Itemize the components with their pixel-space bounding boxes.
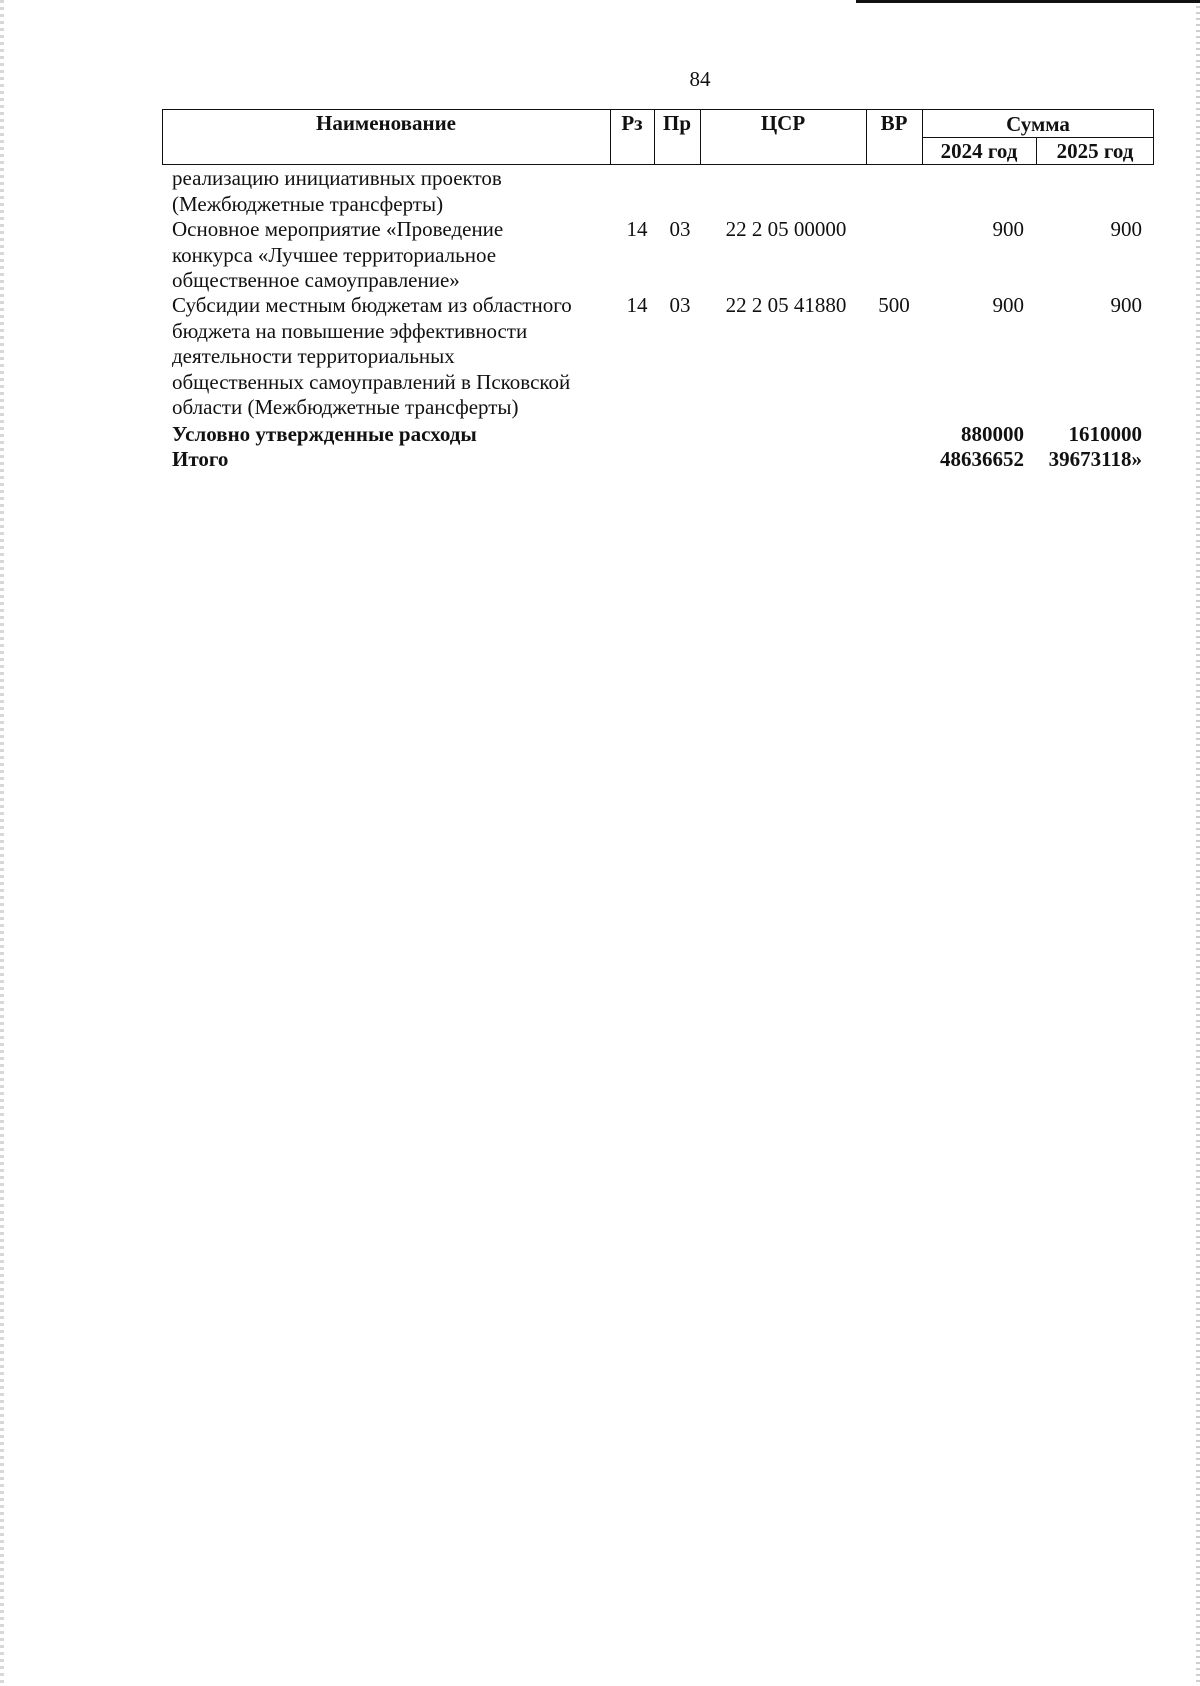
conditional-sum-2025: 1610000: [1068, 422, 1142, 446]
row-name: реализацию инициативных проектов (Межбюджетные трансферты): [172, 166, 502, 216]
scan-right-edge: [1196, 0, 1200, 1686]
row-vr: 500: [878, 293, 910, 317]
total-row-name: Итого: [172, 447, 229, 471]
header-rz: Рз: [621, 111, 643, 135]
row-name: Основное мероприятие «Проведение конкурса «Лучшее территориальное общественное самоуправление»: [172, 217, 504, 292]
header-csr: ЦСР: [760, 111, 806, 135]
row-sum-2025: 900: [1110, 293, 1142, 317]
total-sum-2025: 39673118»: [1048, 447, 1142, 471]
row-sum-2024: 900: [992, 293, 1024, 317]
header-pr: Пр: [662, 111, 691, 135]
total-sum-2024: 48636652: [940, 447, 1024, 471]
top-rule: [856, 0, 1200, 3]
table-header: [162, 109, 1154, 165]
row-csr: 22 2 05 41880: [725, 293, 847, 317]
row-divider: [922, 137, 1154, 138]
header-sum: Сумма: [1006, 112, 1070, 136]
row-sum-2024: 900: [992, 217, 1024, 241]
row-pr: 03: [669, 217, 691, 241]
row-csr: 22 2 05 00000: [725, 217, 847, 241]
header-name: Наименование: [316, 111, 456, 135]
conditional-sum-2024: 880000: [961, 422, 1024, 446]
row-rz: 14: [626, 293, 648, 317]
row-rz: 14: [626, 217, 648, 241]
conditional-row-name: Условно утвержденные расходы: [172, 422, 477, 446]
page-number: 84: [689, 67, 711, 91]
header-year-2025: 2025 год: [1056, 139, 1134, 163]
row-sum-2025: 900: [1110, 217, 1142, 241]
row-name: Субсидии местным бюджетам из областного бюджета на повышение эффективности деятельности территориальных общественных самоуправлений в Псковской области (Межбюджетные трансферты): [172, 293, 572, 419]
header-vr: ВР: [880, 111, 908, 135]
scan-left-edge: [0, 0, 4, 1686]
row-pr: 03: [669, 293, 691, 317]
header-year-2024: 2024 год: [940, 139, 1018, 163]
